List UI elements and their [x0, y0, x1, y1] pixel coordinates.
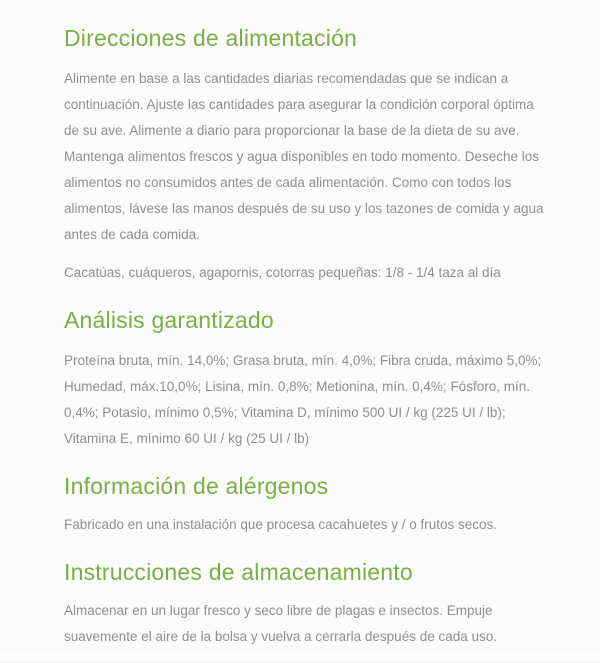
guaranteed-analysis-text: Proteína bruta, mín. 14,0%; Grasa bruta, mín. 4,0%; Fibra cruda, máximo 5,0%; Humedad, máx.10,0%; Lisina, mín. 0,8%; Metionina, mín. 0,4%; Fósforo, mín. 0,4%; Potasio, mínimo 0,5%; Vitamina D, mínimo 500 UI / kg (225 UI / lb); Vitamina E, mínimo 60 UI / kg (25 UI / lb) [64, 353, 542, 446]
section-heading-allergen-info: Información de alérgenos [64, 473, 329, 499]
section-guaranteed-analysis [64, 306, 550, 452]
allergen-info-text: Fabricado en una instalación que procesa cacahuetes y / o frutos secos. [64, 517, 498, 532]
section-heading-feeding-directions: Direcciones de alimentación [64, 25, 358, 51]
feeding-amounts-text: Cacatúas, cuáqueros, agapornis, cotorras pequeñas: 1/8 - 1/4 taza al día [64, 265, 501, 280]
section-feeding-directions [64, 24, 550, 286]
feeding-directions-text: Alimente en base a las cantidades diarias recomendadas que se indican a continuación. Ajuste las cantidades para asegurar la condición corporal óptima de su ave. Alimente a diario para proporcionar la base de la dieta de su ave. Mantenga alimentos frescos y agua disponibles en todo momento. Deseche los alimentos no consumidos antes de cada alimentación. Como con todos los alimentos, lávese las manos después de su uso y los tazones de comida y agua antes de cada comida. [64, 71, 544, 242]
section-allergen-info [64, 472, 550, 538]
section-heading-guaranteed-analysis: Análisis garantizado [64, 307, 274, 333]
section-heading-storage-instructions: Instrucciones de almacenamiento [64, 559, 413, 585]
section-storage-instructions [64, 558, 550, 650]
storage-instructions-text: Almacenar en un lugar fresco y seco libre de plagas e insectos. Empuje suavemente el aire de la bolsa y vuelva a cerrarla después de cada uso. [64, 603, 498, 644]
